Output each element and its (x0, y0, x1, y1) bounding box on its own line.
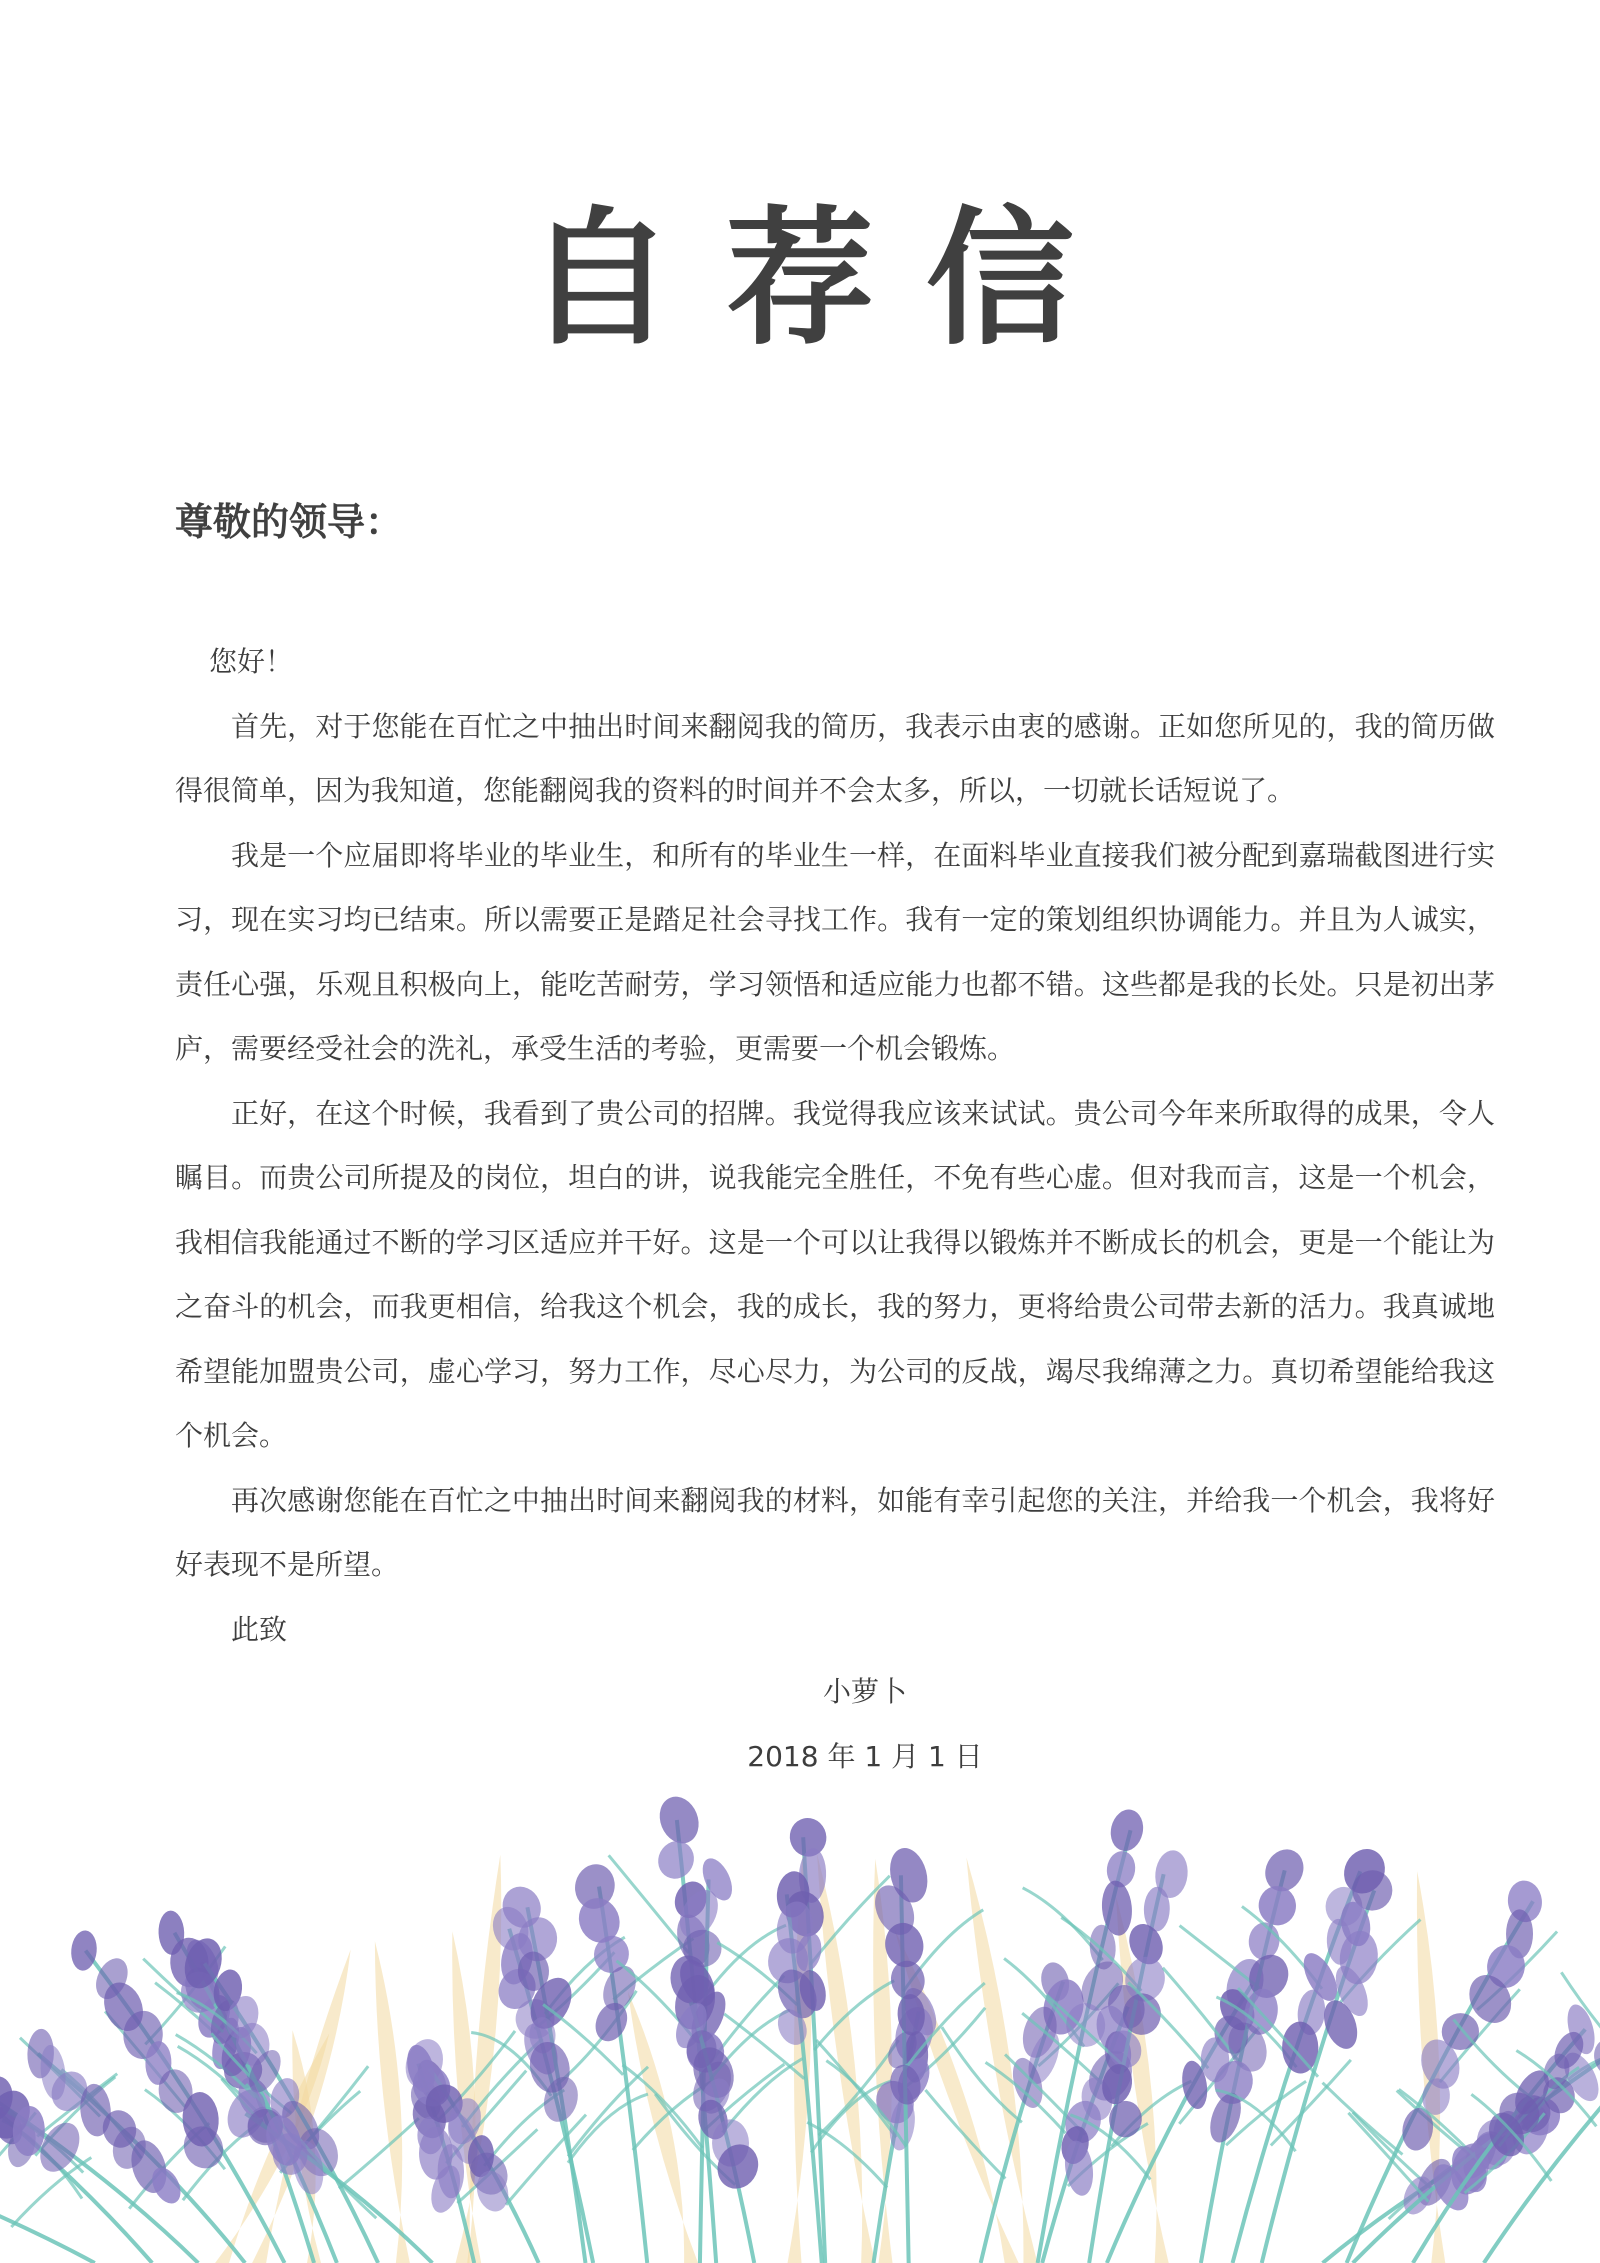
lavender-leaf (1323, 2083, 1403, 2155)
lavender-bud (1107, 1806, 1147, 1854)
lavender-leaf (339, 2118, 419, 2188)
lavender-illustration (0, 1760, 1600, 2263)
page-title: 自荐信 (526, 193, 1126, 365)
closing-phrase: 此致 (231, 1612, 288, 1646)
paragraph-closing: 再次感谢您能在百忙之中抽出时间来翻阅我的材料，如能有幸引起您的关注，并给我一个机会，我将好好表现不是所望。 (175, 1483, 1495, 1581)
lavender-bud (652, 1835, 701, 1885)
lavender-leaf (1271, 2060, 1351, 2146)
lavender-bud (1247, 1921, 1281, 1961)
salutation: 尊敬的领导： (175, 500, 404, 544)
lavender-bud (69, 1929, 98, 1971)
paragraph-intro: 我是一个应届即将毕业的毕业生，和所有的毕业生一样，在面料毕业直接我们被分配到嘉瑞截图进行实习，现在实习均已结束。所以需要正是踏足社会寻找工作。我有一定的策划组织协调能力。并且为人诚实，责任心强，乐观且积极向上，能吃苦耐劳，学习领悟和适应能力也都不错。这些都是我的长处。只是初出茅庐，需要经受社会的洗礼，承受生活的考验，更需要一个机会锻炼。 (175, 838, 1495, 1065)
signature-date: 2018 年 1 月 1 日 (747, 1739, 983, 1773)
paragraph-motivation: 正好，在这个时候，我看到了贵公司的招牌。我觉得我应该来试试。贵公司今年来所取得的成果，令人瞩目。而贵公司所提及的岗位，坦白的讲，说我能完全胜任，不免有些心虚。但对我而言，这是一个机会，我相信我能通过不断的学习区适应并干好。这是一个可以让我得以锻炼并不断成长的机会，更是一个能让为之奋斗的机会，而我更相信，给我这个机会，我的成长，我的努力，更将给贵公司带去新的活力。我真诚地希望能加盟贵公司，虚心学习，努力工作，尽心尽力，为公司的反战，竭尽我绵薄之力。真切希望能给我这个机会。 (175, 1096, 1495, 1452)
lavender-bud (653, 1791, 705, 1849)
letter-body (175, 630, 1495, 1662)
lavender-leaf (568, 2067, 648, 2156)
lavender-bud (1257, 1884, 1298, 1927)
greeting: 您好！ (209, 645, 294, 678)
wheat-blade (817, 1854, 875, 2263)
paragraph-thanks: 首先，对于您能在百忙之中抽出时间来翻阅我的简历，我表示由衷的感谢。正如您所见的，我的简历做得很简单，因为我知道，您能翻阅我的资料的时间并不会太多，所以，一切就长话短说了。 (175, 709, 1495, 807)
lavender-leaf (1180, 1926, 1260, 1989)
signature-name: 小萝卜 (822, 1675, 907, 1708)
